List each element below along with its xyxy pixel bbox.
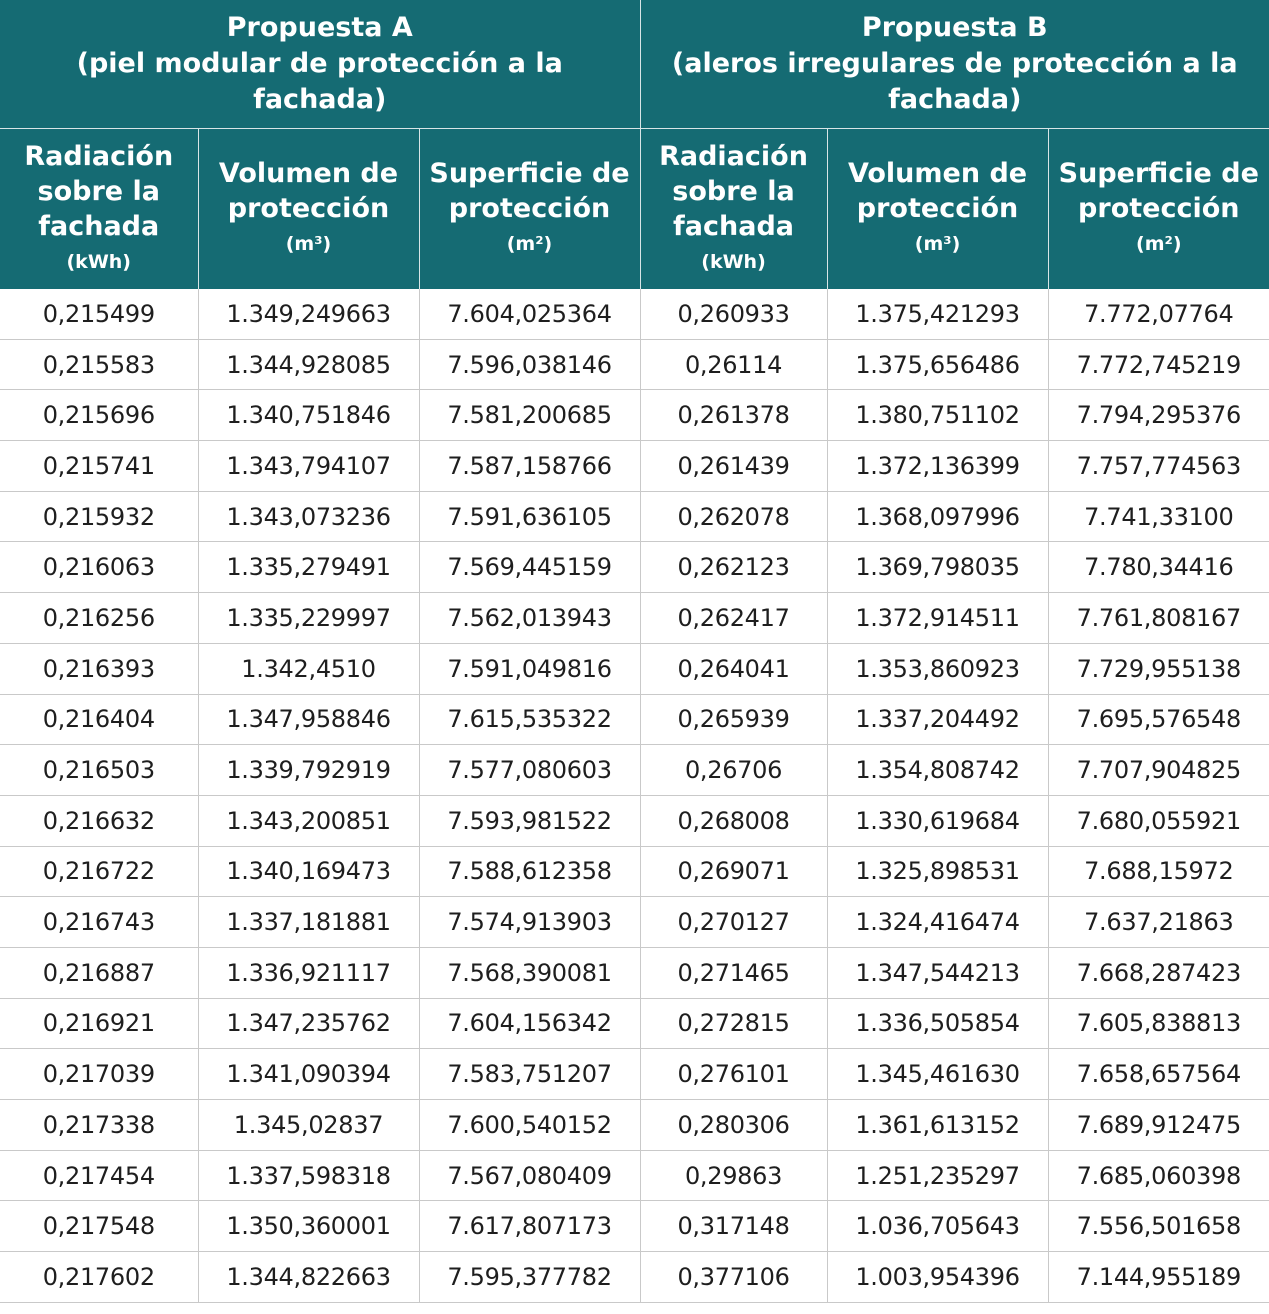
table-cell: 0,260933	[640, 289, 827, 339]
column-header	[0, 129, 198, 290]
group-title-a: Propuesta A	[226, 12, 413, 43]
table-cell: 1.339,792919	[198, 745, 419, 796]
table-cell: 7.741,33100	[1048, 491, 1269, 542]
table-cell: 0,261378	[640, 390, 827, 441]
column-header-unit: (m²)	[1136, 233, 1182, 255]
table-cell: 0,216393	[0, 643, 198, 694]
table-cell: 1.354,808742	[827, 745, 1048, 796]
table-row	[0, 846, 1269, 897]
table-row	[0, 289, 1269, 339]
table-cell: 0,280306	[640, 1100, 827, 1151]
group-header-row	[0, 0, 1269, 129]
table-cell: 1.375,656486	[827, 339, 1048, 390]
table-cell: 7.780,34416	[1048, 542, 1269, 593]
table-row	[0, 998, 1269, 1049]
table-cell: 7.600,540152	[419, 1100, 640, 1151]
table-cell: 0,270127	[640, 897, 827, 948]
table-cell: 0,215696	[0, 390, 198, 441]
table-cell: 0,377106	[640, 1252, 827, 1303]
table-cell: 1.340,751846	[198, 390, 419, 441]
table-cell: 1.325,898531	[827, 846, 1048, 897]
table-cell: 1.347,544213	[827, 947, 1048, 998]
table-cell: 7.604,156342	[419, 998, 640, 1049]
table-cell: 0,216404	[0, 694, 198, 745]
table-cell: 0,215741	[0, 441, 198, 492]
table-cell: 7.695,576548	[1048, 694, 1269, 745]
column-header	[198, 129, 419, 290]
table-cell: 7.688,15972	[1048, 846, 1269, 897]
column-header-unit: (m²)	[506, 233, 553, 255]
table-cell: 1.324,416474	[827, 897, 1048, 948]
table-cell: 0,264041	[640, 643, 827, 694]
table-cell: 1.350,360001	[198, 1201, 419, 1252]
table-cell: 0,216256	[0, 593, 198, 644]
table-cell: 0,215499	[0, 289, 198, 339]
column-header-unit: (m³)	[914, 233, 961, 255]
column-header	[640, 129, 827, 290]
group-title-b: Propuesta B	[861, 12, 1048, 43]
table-cell: 1.375,421293	[827, 289, 1048, 339]
table-cell: 1.336,505854	[827, 998, 1048, 1049]
table-cell: 0,216722	[0, 846, 198, 897]
table-cell: 0,216503	[0, 745, 198, 796]
table-cell: 7.562,013943	[419, 593, 640, 644]
table-cell: 7.144,955189	[1048, 1252, 1269, 1303]
table-cell: 7.617,807173	[419, 1201, 640, 1252]
table-body	[0, 289, 1269, 1302]
table-cell: 0,262417	[640, 593, 827, 644]
table-cell: 0,217602	[0, 1252, 198, 1303]
table-cell: 1.343,200851	[198, 795, 419, 846]
table-cell: 0,216743	[0, 897, 198, 948]
group-header-propuesta-b	[640, 0, 1269, 129]
column-header-label: Radiación sobre la fachada	[659, 140, 808, 242]
table-cell: 1.335,279491	[198, 542, 419, 593]
table-cell: 7.757,774563	[1048, 441, 1269, 492]
table-cell: 0,216063	[0, 542, 198, 593]
table-row	[0, 694, 1269, 745]
table-row	[0, 339, 1269, 390]
table-cell: 0,217338	[0, 1100, 198, 1151]
column-header-label: Volumen de protección	[847, 158, 1028, 224]
table-cell: 7.568,390081	[419, 947, 640, 998]
table-row	[0, 542, 1269, 593]
table-cell: 0,262123	[640, 542, 827, 593]
table-cell: 1.342,4510	[198, 643, 419, 694]
table-row	[0, 643, 1269, 694]
table-row	[0, 1100, 1269, 1151]
table-cell: 7.680,055921	[1048, 795, 1269, 846]
column-header-label: Volumen de protección	[218, 158, 399, 224]
group-subtitle-a: (piel modular de protección a la fachada)	[76, 48, 563, 115]
table-cell: 1.380,751102	[827, 390, 1048, 441]
table-cell: 7.583,751207	[419, 1049, 640, 1100]
table-cell: 1.330,619684	[827, 795, 1048, 846]
table-cell: 7.588,612358	[419, 846, 640, 897]
table-cell: 1.340,169473	[198, 846, 419, 897]
table-cell: 1.349,249663	[198, 289, 419, 339]
table-cell: 7.556,501658	[1048, 1201, 1269, 1252]
table-cell: 0,276101	[640, 1049, 827, 1100]
table-cell: 0,272815	[640, 998, 827, 1049]
table-cell: 7.615,535322	[419, 694, 640, 745]
table-row	[0, 1049, 1269, 1100]
table-cell: 7.668,287423	[1048, 947, 1269, 998]
table-cell: 1.036,705643	[827, 1201, 1048, 1252]
table-cell: 0,26706	[640, 745, 827, 796]
table-cell: 7.605,838813	[1048, 998, 1269, 1049]
table-cell: 1.369,798035	[827, 542, 1048, 593]
table-row	[0, 1252, 1269, 1303]
table-cell: 7.577,080603	[419, 745, 640, 796]
column-header-row	[0, 129, 1269, 290]
table-cell: 0,217548	[0, 1201, 198, 1252]
table-cell: 0,317148	[640, 1201, 827, 1252]
table-cell: 7.772,745219	[1048, 339, 1269, 390]
table-cell: 1.337,181881	[198, 897, 419, 948]
table-cell: 7.574,913903	[419, 897, 640, 948]
table-cell: 1.335,229997	[198, 593, 419, 644]
table-cell: 1.347,235762	[198, 998, 419, 1049]
table-cell: 0,268008	[640, 795, 827, 846]
table-cell: 7.772,07764	[1048, 289, 1269, 339]
table-cell: 7.595,377782	[419, 1252, 640, 1303]
table-row	[0, 390, 1269, 441]
group-subtitle-b: (aleros irregulares de protección a la fachada)	[671, 48, 1238, 115]
table-cell: 7.593,981522	[419, 795, 640, 846]
table-cell: 7.604,025364	[419, 289, 640, 339]
table-cell: 7.794,295376	[1048, 390, 1269, 441]
table-cell: 0,265939	[640, 694, 827, 745]
table-row	[0, 745, 1269, 796]
table-cell: 7.729,955138	[1048, 643, 1269, 694]
table-cell: 1.344,822663	[198, 1252, 419, 1303]
column-header	[827, 129, 1048, 290]
table-cell: 0,217454	[0, 1150, 198, 1201]
column-header-unit: (kWh)	[701, 250, 766, 273]
column-header-unit: (kWh)	[66, 250, 131, 273]
table-cell: 1.343,794107	[198, 441, 419, 492]
table-cell: 0,217039	[0, 1049, 198, 1100]
table-cell: 1.337,598318	[198, 1150, 419, 1201]
table-row	[0, 491, 1269, 542]
table-row	[0, 947, 1269, 998]
table-cell: 7.591,636105	[419, 491, 640, 542]
table-cell: 0,216921	[0, 998, 198, 1049]
table-cell: 0,271465	[640, 947, 827, 998]
table-cell: 7.685,060398	[1048, 1150, 1269, 1201]
table-cell: 0,215583	[0, 339, 198, 390]
column-header-label: Superficie de protección	[1058, 158, 1259, 224]
table-cell: 7.761,808167	[1048, 593, 1269, 644]
table-cell: 7.567,080409	[419, 1150, 640, 1201]
column-header-label: Superficie de protección	[429, 158, 630, 224]
table-cell: 7.569,445159	[419, 542, 640, 593]
column-header-label: Radiación sobre la fachada	[24, 140, 174, 242]
table-cell: 7.581,200685	[419, 390, 640, 441]
table-cell: 7.707,904825	[1048, 745, 1269, 796]
table-cell: 1.336,921117	[198, 947, 419, 998]
column-header	[419, 129, 640, 290]
table-cell: 1.372,136399	[827, 441, 1048, 492]
table-cell: 7.637,21863	[1048, 897, 1269, 948]
table-cell: 1.003,954396	[827, 1252, 1048, 1303]
table-cell: 1.347,958846	[198, 694, 419, 745]
table-cell: 7.689,912475	[1048, 1100, 1269, 1151]
table-row	[0, 441, 1269, 492]
table-cell: 1.344,928085	[198, 339, 419, 390]
table-cell: 0,26114	[640, 339, 827, 390]
table-cell: 7.591,049816	[419, 643, 640, 694]
table-row	[0, 593, 1269, 644]
table-cell: 1.361,613152	[827, 1100, 1048, 1151]
table-cell: 1.337,204492	[827, 694, 1048, 745]
table-cell: 1.345,461630	[827, 1049, 1048, 1100]
table-cell: 0,262078	[640, 491, 827, 542]
column-header	[1048, 129, 1269, 290]
table-row	[0, 1150, 1269, 1201]
table-cell: 1.368,097996	[827, 491, 1048, 542]
table-cell: 0,216632	[0, 795, 198, 846]
table-cell: 0,29863	[640, 1150, 827, 1201]
table-cell: 1.251,235297	[827, 1150, 1048, 1201]
table-row	[0, 897, 1269, 948]
table-cell: 7.658,657564	[1048, 1049, 1269, 1100]
table-cell: 1.343,073236	[198, 491, 419, 542]
table-cell: 1.345,02837	[198, 1100, 419, 1151]
table-cell: 0,261439	[640, 441, 827, 492]
table-cell: 7.596,038146	[419, 339, 640, 390]
table-cell: 0,216887	[0, 947, 198, 998]
table-cell: 7.587,158766	[419, 441, 640, 492]
column-header-unit: (m³)	[285, 233, 332, 255]
table-row	[0, 795, 1269, 846]
table-cell: 0,215932	[0, 491, 198, 542]
table-cell: 0,269071	[640, 846, 827, 897]
table-row	[0, 1201, 1269, 1252]
table-cell: 1.372,914511	[827, 593, 1048, 644]
table-cell: 1.353,860923	[827, 643, 1048, 694]
group-header-propuesta-a	[0, 0, 640, 129]
table-cell: 1.341,090394	[198, 1049, 419, 1100]
